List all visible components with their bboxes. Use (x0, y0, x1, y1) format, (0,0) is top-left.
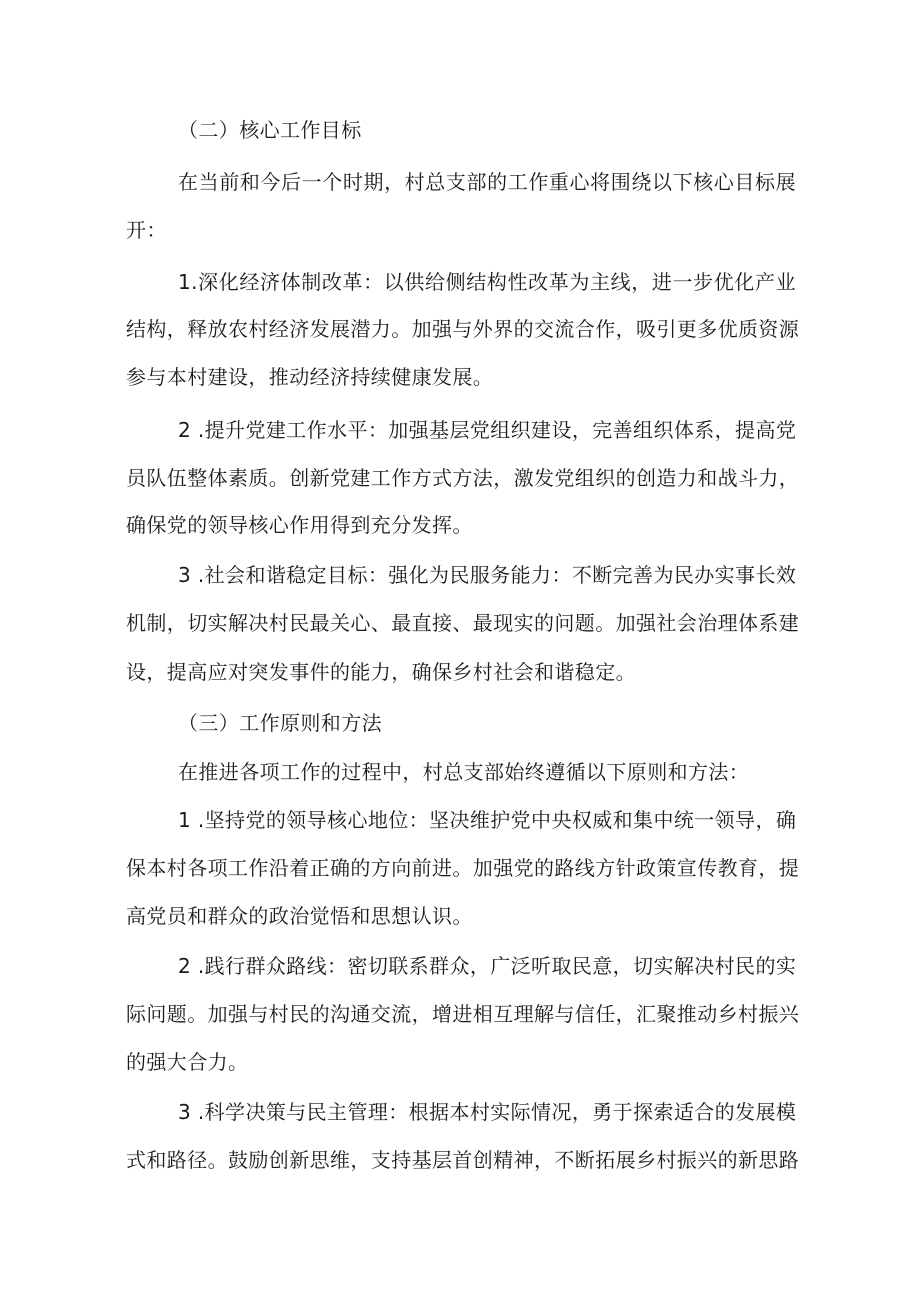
paragraph-line: 开： (126, 218, 167, 242)
list-item-line: 2 .提升党建工作水平：加强基层党组织建设，完善组织体系，提高党 (178, 418, 797, 442)
list-item-line: 2 .践行群众路线：密切联系群众，广泛听取民意，切实解决村民的实 (178, 954, 797, 978)
paragraph-line: 在当前和今后一个时期，村总支部的工作重心将围绕以下核心目标展 (178, 170, 796, 194)
list-item-line: 保本村各项工作沿着正确的方向前进。加强党的路线方针政策宣传教育，提 (126, 856, 800, 880)
list-item-line: 员队伍整体素质。创新党建工作方式方法，激发党组织的创造力和战斗力， (126, 466, 800, 490)
section-heading-2: （二）核心工作目标 (178, 118, 362, 142)
list-item-line: 际问题。加强与村民的沟通交流，增进相互理解与信任，汇聚推动乡村振兴 (126, 1002, 800, 1026)
list-item-line: 确保党的领导核心作用得到充分发挥。 (126, 513, 473, 537)
list-item-line: 的强大合力。 (126, 1050, 249, 1074)
list-item-line: 1 .坚持党的领导核心地位：坚决维护党中央权威和集中统一领导，确 (178, 808, 797, 832)
list-item-line: 参与本村建设，推动经济持续健康发展。 (126, 365, 494, 389)
paragraph-line: 在推进各项工作的过程中，村总支部始终遵循以下原则和方法： (178, 760, 750, 784)
list-item-line: 机制，切实解决村民最关心、最直接、最现实的问题。加强社会治理体系建 (126, 611, 800, 635)
list-item-line: 高党员和群众的政治觉悟和思想认识。 (126, 904, 473, 928)
list-item-line: 式和路径。鼓励创新思维，支持基层首创精神，不断拓展乡村振兴的新思路 (126, 1148, 800, 1172)
list-item-line: 结构，释放农村经济发展潜力。加强与外界的交流合作，吸引更多优质资源 (126, 317, 800, 341)
list-item-line: 3 .社会和谐稳定目标：强化为民服务能力：不断完善为民办实事长效 (178, 563, 797, 587)
list-item-line: 设，提高应对突发事件的能力，确保乡村社会和谐稳定。 (126, 660, 636, 684)
list-item-line: 1.深化经济体制改革：以供给侧结构性改革为主线，进一步优化产业 (178, 270, 796, 294)
list-item-line: 3 .科学决策与民主管理：根据本村实际情况，勇于探索适合的发展模 (178, 1100, 797, 1124)
section-heading-3: （三）工作原则和方法 (178, 711, 382, 735)
